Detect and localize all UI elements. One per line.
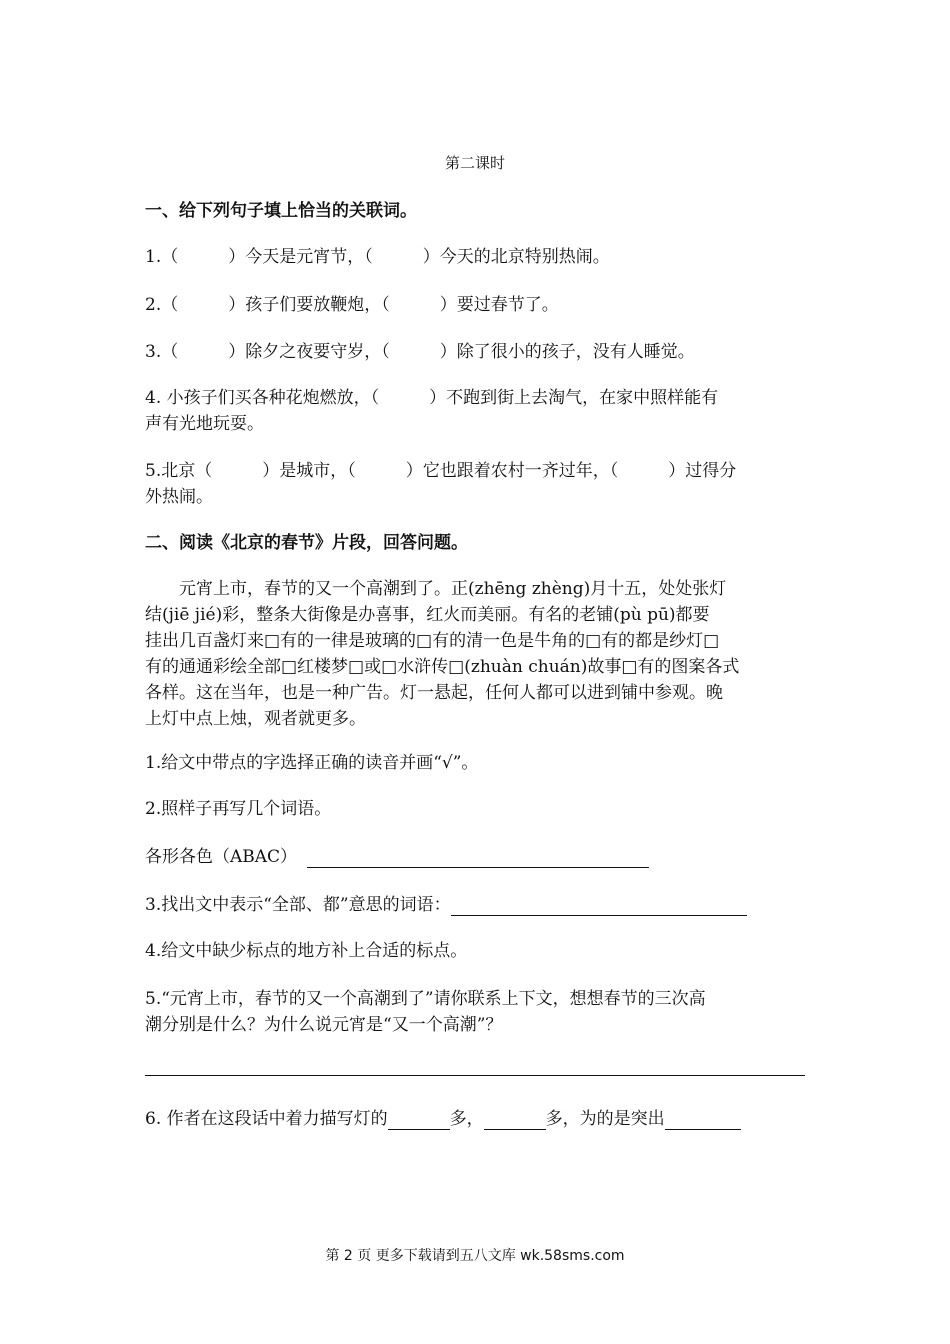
- answer-line[interactable]: [145, 1075, 805, 1076]
- question-2-6: 6. 作者在这段话中着力描写灯的 多， 多，为的是突出: [145, 1108, 741, 1130]
- question-2-3: 3.找出文中表示“全部、都”意思的词语：: [145, 894, 747, 916]
- question-1-1: 1.（ ）今天是元宵节，（ ）今天的北京特别热闹。: [145, 247, 610, 267]
- passage-line: 有的通通彩绘全部□红楼梦□或□水浒传□(zhuàn chuán)故事□有的图案各式: [145, 657, 740, 677]
- question-1-2: 2.（ ）孩子们要放鞭炮，（ ）要过春节了。: [145, 295, 559, 315]
- question-1-5: 5.北京（ ）是城市，（ ）它也跟着农村一齐过年，（ ）过得分: [145, 461, 737, 481]
- question-2-1: 1.给文中带点的字选择正确的读音并画“√”。: [145, 753, 479, 773]
- question-2-5: 5.“元宵上市，春节的又一个高潮到了”请你联系上下文，想想春节的三次高: [145, 989, 706, 1009]
- section-1-heading: 一、给下列句子填上恰当的关联词。: [145, 201, 417, 221]
- passage-line: 各样。这在当年，也是一种广告。灯一悬起，任何人都可以进到铺中参观。晚: [145, 683, 723, 703]
- answer-blank[interactable]: [484, 1111, 546, 1130]
- passage-line: 结(jiē jié)彩，整条大街像是办喜事，红火而美丽。有名的老铺(pù pū)都要: [145, 605, 710, 625]
- question-1-3: 3.（ ）除夕之夜要守岁，（ ）除了很小的孩子，没有人睡觉。: [145, 342, 695, 362]
- lesson-title: 第二课时: [444, 154, 505, 172]
- answer-blank[interactable]: [665, 1111, 741, 1130]
- answer-blank[interactable]: [388, 1111, 450, 1130]
- passage-line: 挂出几百盏灯来□有的一律是玻璃的□有的清一色是牛角的□有的都是纱灯□: [145, 631, 720, 651]
- passage-line: 上灯中点上烛，观者就更多。: [145, 709, 366, 729]
- question-1-5-cont: 外热闹。: [145, 487, 213, 507]
- question-1-4-cont: 声有光地玩耍。: [145, 414, 264, 434]
- page-footer: 第 2 页 更多下载请到五八文库 wk.58sms.com: [325, 1248, 625, 1264]
- question-1-4: 4. 小孩子们买各种花炮燃放，（ ）不跑到街上去淘气，在家中照样能有: [145, 388, 719, 408]
- passage-line: 元宵上市，春节的又一个高潮到了。正(zhēng zhèng)月十五，处处张灯: [145, 579, 727, 599]
- question-2-4: 4.给文中缺少标点的地方补上合适的标点。: [145, 941, 468, 961]
- section-2-heading: 二、阅读《北京的春节》片段，回答问题。: [145, 533, 468, 553]
- question-2-2: 2.照样子再写几个词语。: [145, 799, 332, 819]
- question-2-2-example: 各形各色（ABAC）: [145, 846, 649, 868]
- question-2-5-cont: 潮分别是什么？为什么说元宵是“又一个高潮”？: [145, 1015, 503, 1035]
- answer-line[interactable]: [307, 849, 649, 868]
- answer-line[interactable]: [451, 897, 747, 916]
